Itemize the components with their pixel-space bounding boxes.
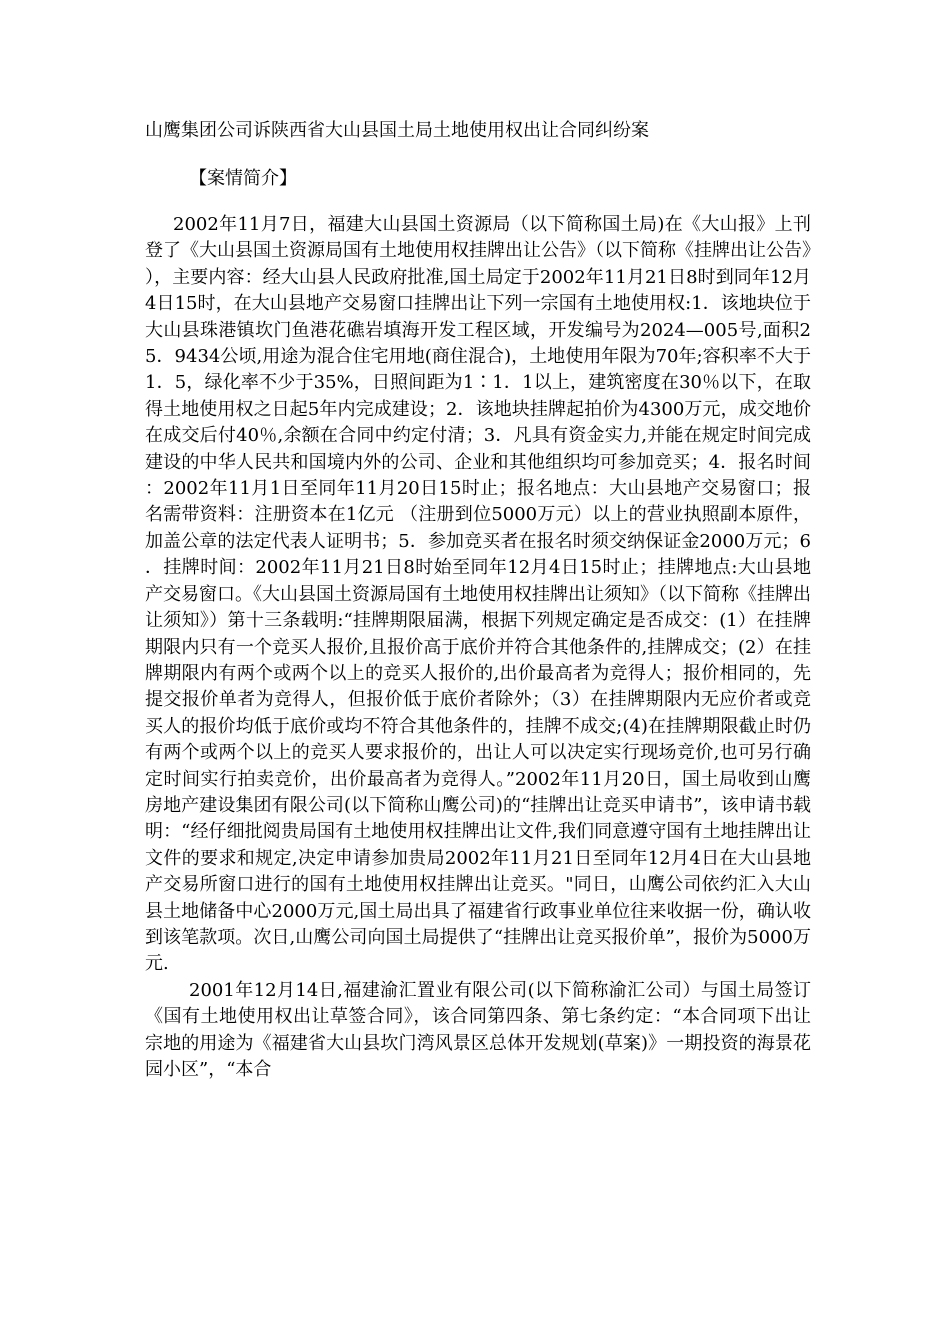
document-body [145, 118, 811, 1083]
paragraph-yuhui-contract: 2001年12月14日,福建渝汇置业有限公司(以下简称渝汇公司）与国土局签订《国有土地使用权出让草签合同》，该合同第四条、第七条约定：“本合同项下出让宗地的用途为《福建省大山县坎门湾风景区总体开发规划(草案)》一期投资的海景花园小区”，“本合 [145, 979, 811, 1080]
section-heading: 【案情简介】 [189, 168, 297, 189]
paragraph-case-facts: 2002年11月7日，福建大山县国土资源局（以下简称国土局)在《大山报》上刊登了《大山县国土资源局国有土地使用权挂牌出让公告》（以下简称《挂牌出让公告》），主要内容：经大山县人民政府批准,国土局定于2002年11月21日8时到同年12月4日15时，在大山县地产交易窗口挂牌出让下列一宗国有土地使用权:1．该地块位于大山县珠港镇坎门鱼港花礁岩填海开发工程区域，开发编号为2024—005号,面积25．9434公顷,用途为混合住宅用地(商住混合)，土地使用年限为70年;容积率不大于1．5，绿化率不少于35%，日照间距为1∶1．1以上，建筑密度在30％以下，在取得土地使用权之日起5年内完成建设；2．该地块挂牌起拍价为4300万元，成交地价在成交后付40％,余额在合同中约定付清；3．凡具有资金实力,并能在规定时间完成建设的中华人民共和国境内外的公司、企业和其他组织均可参加竞买；4．报名时间：2002年11月1日至同年11月20日15时止；报名地点：大山县地产交易窗口；报名需带资料：注册资本在1亿元 （注册到位5000万元）以上的营业执照副本原件，加盖公章的法定代表人证明书；5．参加竞买者在报名时须交纳保证金2000万元；6．挂牌时间：2002年11月21日8时始至同年12月4日15时止；挂牌地点:大山县地产交易窗口。《大山县国土资源局国有土地使用权挂牌出让须知》（以下简称《挂牌出让须知》）第十三条载明:“挂牌期限届满，根据下列规定确定是否成交：(1）在挂牌期限内只有一个竞买人报价,且报价高于底价并符合其他条件的,挂牌成交；(2）在挂牌期限内有两个或两个以上的竞买人报价的,出价最高者为竞得人；报价相同的，先提交报价单者为竞得人，但报价低于底价者除外；（3）在挂牌期限内无应价者或竞买人的报价均低于底价或均不符合其他条件的，挂牌不成交;(4)在挂牌期限截止时仍有两个或两个以上的竞买人要求报价的，出让人可以决定实行现场竞价,也可另行确定时间实行拍卖竞价，出价最高者为竞得人。”2002年11月20日，国土局收到山鹰房地产建设集团有限公司(以下简称山鹰公司)的“挂牌出让竞买申请书”，该申请书载明：“经仔细批阅贵局国有土地使用权挂牌出让文件,我们同意遵守国有土地挂牌出让文件的要求和规定,决定申请参加贵局2002年11月21日至同年12月4日在大山县地产交易所窗口进行的国有土地使用权挂牌出让竞买。"同日，山鹰公司依约汇入大山县土地储备中心2000万元,国土局出具了福建省行政事业单位往来收据一份，确认收到该笔款项。次日,山鹰公司向国土局提供了“挂牌出让竞买报价单”，报价为5000万元. [145, 214, 811, 975]
document-title: 山鹰集团公司诉陕西省大山县国土局土地使用权出让合同纠纷案 [145, 120, 649, 141]
